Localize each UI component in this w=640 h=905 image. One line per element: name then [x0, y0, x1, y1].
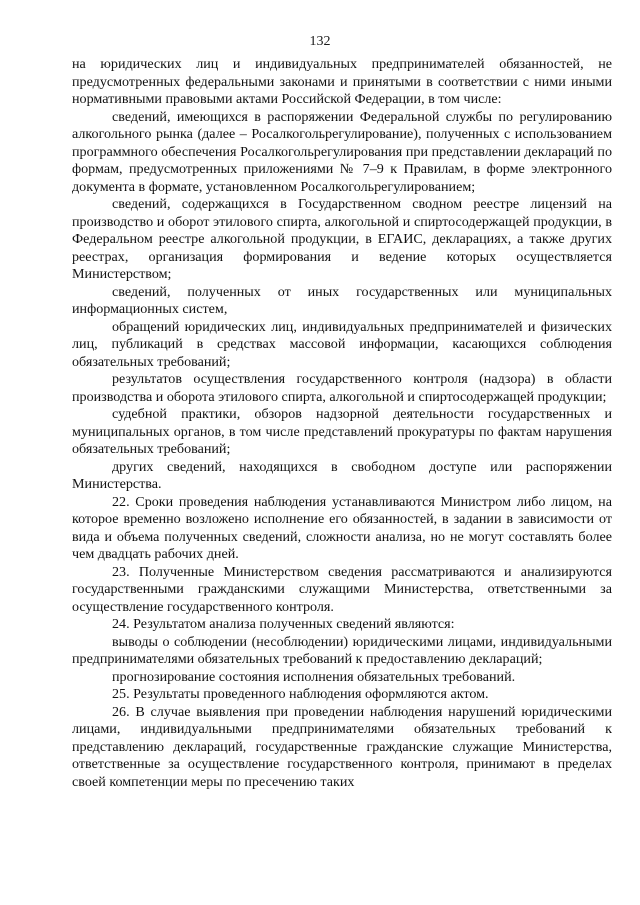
paragraph-forecast: прогнозирование состояния исполнения обязательных требований. [112, 668, 516, 685]
paragraph-item-26: 26. В случае выявления при проведении наблюдения нарушений юридическими лицами, индивидуальными предпринимателями обязательных требований к представлению деклараций, государственные гражданские служащие Министерства, ответственные за осуществление государственного контроля, принимают в пределах своей компетенции меры по пресечению таких [72, 703, 612, 790]
paragraph-registry-info: сведений, содержащихся в Государственном сводном реестре лицензий на производство и оборот этилового спирта, алкогольной и спиртосодержащей продукции, в Федеральном реестре алкогольной продукции, в ЕГАИС, декларациях, а также других реестрах, организация формирования и ведение которых осуществляется Министерством; [72, 196, 612, 282]
document-body [72, 56, 612, 791]
paragraph-other-info: других сведений, находящихся в свободном доступе или распоряжении Министерства. [72, 458, 612, 492]
paragraph-item-22: 22. Сроки проведения наблюдения устанавливаются Министром либо лицом, на которое временно возложено исполнение его обязанностей, в задании в зависимости от вида и объема полученных сведений, сложности анализа, но не могут составлять более чем двадцать рабочих дней. [72, 493, 612, 562]
paragraph-info-systems: сведений, полученных от иных государственных или муниципальных информационных систем, [72, 283, 612, 317]
page-number: 132 [309, 34, 331, 49]
paragraph-item-25: 25. Результаты проведенного наблюдения оформляются актом. [112, 686, 489, 702]
paragraph-intro-continuation: на юридических лиц и индивидуальных предпринимателей обязанностей, не предусмотренных федеральными законами и принятыми в соответствии с ними иными нормативными правовыми актами Российской Федерации, в том числе: [72, 56, 612, 107]
paragraph-item-24: 24. Результатом анализа полученных сведений являются: [112, 616, 455, 632]
paragraph-appeals: обращений юридических лиц, индивидуальных предпринимателей и физических лиц, публикаций в средствах массовой информации, касающихся соблюдения обязательных требований; [72, 318, 612, 370]
paragraph-item-23: 23. Полученные Министерством сведения рассматриваются и анализируются государственными гражданскими служащими Министерства, ответственными за осуществление государственного контроля. [72, 563, 612, 615]
paragraph-rosalkogol-info: сведений, имеющихся в распоряжении Федеральной службы по регулированию алкогольного рынка (далее – Росалкогольрегулирование), полученных с использованием программного обеспечения Росалкогольрегулирования при представлении деклараций по формам, предусмотренных приложениями № 7–9 к Правилам, в форме электронного документа в формате, установленном Росалкогольрегулированием; [72, 108, 612, 195]
paragraph-judicial-practice: судебной практики, обзоров надзорной деятельности государственных и муниципальных органов, в том числе представлений прокуратуры по фактам нарушения обязательных требований; [72, 406, 612, 457]
paragraph-conclusions: выводы о соблюдении (несоблюдении) юридическими лицами, индивидуальными предпринимателями обязательных требований к предоставлению деклараций; [72, 633, 612, 667]
paragraph-control-results: результатов осуществления государственного контроля (надзора) в области производства и оборота этилового спирта, алкогольной и спиртосодержащей продукции; [72, 371, 612, 405]
